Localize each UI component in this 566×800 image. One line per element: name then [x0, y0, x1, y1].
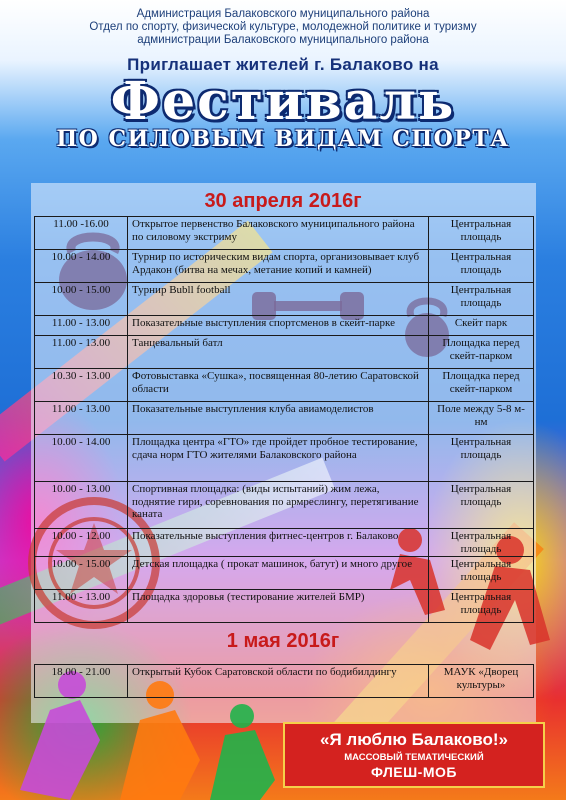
table-row — [35, 283, 534, 316]
cell-event: Площадка здоровья (тестирование жителей БМР) — [128, 590, 429, 623]
table-row — [35, 482, 534, 529]
cell-time: 10.00 - 14.00 — [35, 250, 128, 283]
cell-place: Центральная площадь — [429, 250, 534, 283]
cell-place: Центральная площадь — [429, 435, 534, 482]
cell-event: Детская площадка ( прокат машинок, батут) и много другое — [128, 557, 429, 590]
cell-place: Площадка перед скейт-парком — [429, 336, 534, 369]
cell-time: 10.00 - 13.00 — [35, 482, 128, 529]
table-row — [35, 369, 534, 402]
cell-time: 11.00 - 13.00 — [35, 402, 128, 435]
admin-line: администрации Балаковского муниципального района — [137, 34, 429, 46]
header — [0, 8, 566, 151]
cell-place: Скейт парк — [429, 316, 534, 336]
banner-title: «Я люблю Балаково!» — [320, 730, 508, 749]
table-row — [35, 590, 534, 623]
cell-place: Центральная площадь — [429, 217, 534, 250]
cell-event: Спортивная площадка: (виды испытаний) жим лежа, поднятие гири, соревнования по армреслингу, перетягивание каната — [128, 482, 429, 529]
cell-event: Показательные выступления спортсменов в скейт-парке — [128, 316, 429, 336]
schedule-table-day1 — [34, 216, 534, 623]
cell-place: Площадка перед скейт-парком — [429, 369, 534, 402]
cell-time: 10.30 - 13.00 — [35, 369, 128, 402]
cell-event: Открытый Кубок Саратовской области по бодибилдингу — [128, 665, 429, 698]
cell-time: 11.00 - 13.00 — [35, 590, 128, 623]
cell-event: Турнир Bubll football — [128, 283, 429, 316]
cell-place: Центральная площадь — [429, 529, 534, 557]
cell-time: 10.00 - 12.00 — [35, 529, 128, 557]
invitation-text: Приглашает жителей г. Балаково на — [127, 55, 439, 74]
date-heading: 30 апреля 2016г — [204, 190, 362, 212]
cell-event: Площадка центра «ГТО» где пройдет пробное тестирование, сдача норм ГТО жителями Балаковского района — [128, 435, 429, 482]
cell-event: Фотовыставка «Сушка», посвященная 80-летию Саратовской области — [128, 369, 429, 402]
table-row — [35, 316, 534, 336]
cell-event: Показательные выступления клуба авиамоделистов — [128, 402, 429, 435]
table-row — [35, 435, 534, 482]
schedule-table-day2 — [34, 664, 534, 698]
cell-time: 10.00 - 15.00 — [35, 557, 128, 590]
festival-subtitle: ПО СИЛОВЫМ ВИДАМ СПОРТА — [56, 126, 510, 152]
banner-label: ФЛЕШ-МОБ — [371, 764, 457, 780]
date-heading: 1 мая 2016г — [226, 630, 340, 652]
table-row — [35, 665, 534, 698]
table-row — [35, 557, 534, 590]
cell-time: 10.00 - 14.00 — [35, 435, 128, 482]
banner-subtitle: МАССОВЫЙ ТЕМАТИЧЕСКИЙ — [344, 752, 484, 763]
cell-event: Показательные выступления фитнес-центров г. Балаково — [128, 529, 429, 557]
cell-event: Танцевальный батл — [128, 336, 429, 369]
admin-line: Отдел по спорту, физической культуре, молодежной политике и туризму — [89, 21, 477, 33]
cell-place: Поле между 5-8 м-нм — [429, 402, 534, 435]
cell-time: 11.00 - 13.00 — [35, 336, 128, 369]
cell-time: 11.00 -16.00 — [35, 217, 128, 250]
cell-event: Открытое первенство Балаковского муниципального района по силовому экстриму — [128, 217, 429, 250]
table-row — [35, 217, 534, 250]
cell-place: Центральная площадь — [429, 557, 534, 590]
cell-event: Турнир по историческим видам спорта, организовывает клуб Ардакон (битва на мечах, метание копий и камней) — [128, 250, 429, 283]
festival-title: Фестиваль — [110, 71, 456, 132]
cell-place: Центральная площадь — [429, 590, 534, 623]
cell-place: Центральная площадь — [429, 283, 534, 316]
flashmob-banner — [283, 722, 545, 788]
table-row — [35, 250, 534, 283]
table-row — [35, 336, 534, 369]
cell-place: МАУК «Дворец культуры» — [429, 665, 534, 698]
cell-place: Центральная площадь — [429, 482, 534, 529]
cell-time: 10.00 - 15.00 — [35, 283, 128, 316]
table-row — [35, 402, 534, 435]
cell-time: 18.00 - 21.00 — [35, 665, 128, 698]
admin-line: Администрация Балаковского муниципального района — [136, 8, 430, 20]
cell-time: 11.00 - 13.00 — [35, 316, 128, 336]
table-row — [35, 529, 534, 557]
